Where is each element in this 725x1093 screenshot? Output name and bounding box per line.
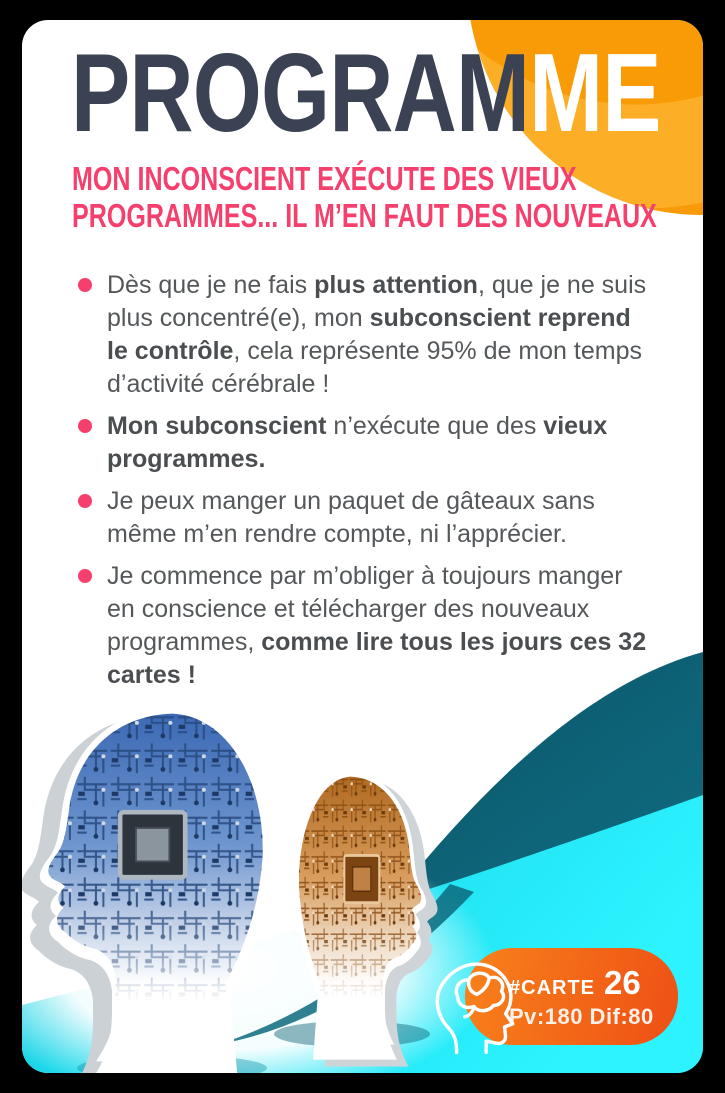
title-part-light: ME: [529, 31, 661, 155]
bullet-text: Je commence par m’obliger à toujours manger en conscience et télécharger des nouveaux programmes, comme lire tous les jours ces 32 cartes !: [107, 562, 647, 689]
brain-head-icon: [426, 952, 528, 1057]
flashcard: [22, 20, 703, 1073]
bullet-text: Mon subconscient n’exécute que des vieux programmes.: [107, 412, 608, 473]
bullet-text: Je peux manger un paquet de gâteaux sans même m’en rendre compte, ni l’apprécier.: [107, 487, 595, 548]
badge-stats: Pv:180 Dif:80: [509, 1003, 654, 1029]
title-part-dark: PROGRAM: [71, 31, 530, 155]
badge-line-1: [509, 964, 678, 1002]
cpu-chip-big: [120, 812, 185, 877]
badge-carte-number: 26: [604, 963, 641, 1001]
badge-carte-label: #CARTE: [509, 976, 596, 999]
cpu-chip-small: [344, 855, 379, 902]
bullet-text: Dès que je ne fais plus attention, que je ne suis plus concentré(e), mon subconscient reprend le contrôle, cela représente 95% de mon temps d’activité cérébrale !: [107, 271, 647, 398]
subtitle-line: MON INCONSCIENT EXÉCUTE DES VIEUX: [72, 160, 577, 197]
illustration-scene: [22, 20, 703, 1073]
subtitle-line: PROGRAMMES... IL M’EN FAUT DES NOUVEAUX: [72, 197, 657, 234]
